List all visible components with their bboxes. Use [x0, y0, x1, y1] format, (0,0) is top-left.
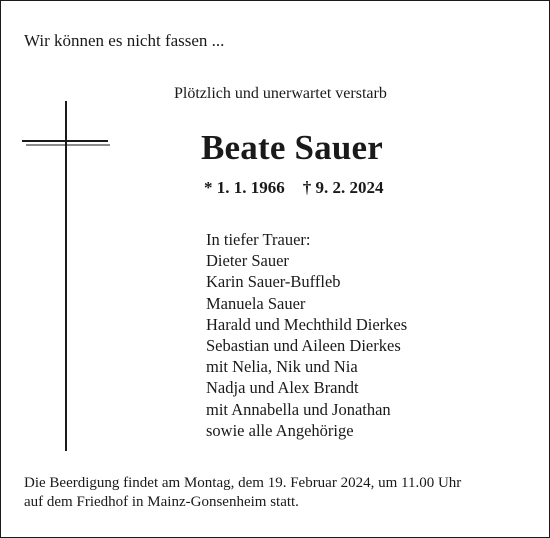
- mourner: Dieter Sauer: [206, 251, 289, 271]
- mourner: mit Nelia, Nik und Nia: [206, 357, 358, 377]
- intro-line: Plötzlich und unerwartet verstarb: [174, 85, 387, 102]
- birth-date: * 1. 1. 1966: [204, 178, 285, 197]
- mourner: sowie alle Angehörige: [206, 420, 354, 440]
- deceased-name: Beate Sauer: [201, 128, 384, 167]
- mourner: Nadja und Alex Brandt: [206, 378, 359, 398]
- death-date: † 9. 2. 2024: [302, 178, 384, 197]
- funeral-line: Die Beerdigung findet am Montag, dem 19. Februar 2024, um 11.00 Uhr: [24, 475, 462, 491]
- opening-line: Wir können es nicht fassen ...: [24, 31, 225, 50]
- funeral-line: auf dem Friedhof in Mainz-Gonsenheim statt.: [24, 494, 299, 510]
- mourner: Karin Sauer-Buffleb: [206, 272, 341, 292]
- mourners-list: [206, 229, 407, 441]
- cross-icon: [22, 101, 112, 451]
- mourners-heading: In tiefer Trauer:: [206, 230, 311, 249]
- mourner: Sebastian und Aileen Dierkes: [206, 336, 401, 356]
- life-dates: [204, 178, 384, 198]
- mourner: Manuela Sauer: [206, 293, 306, 313]
- mourner: Harald und Mechthild Dierkes: [206, 314, 408, 334]
- mourner: mit Annabella und Jonathan: [206, 399, 391, 419]
- funeral-info: [24, 474, 534, 512]
